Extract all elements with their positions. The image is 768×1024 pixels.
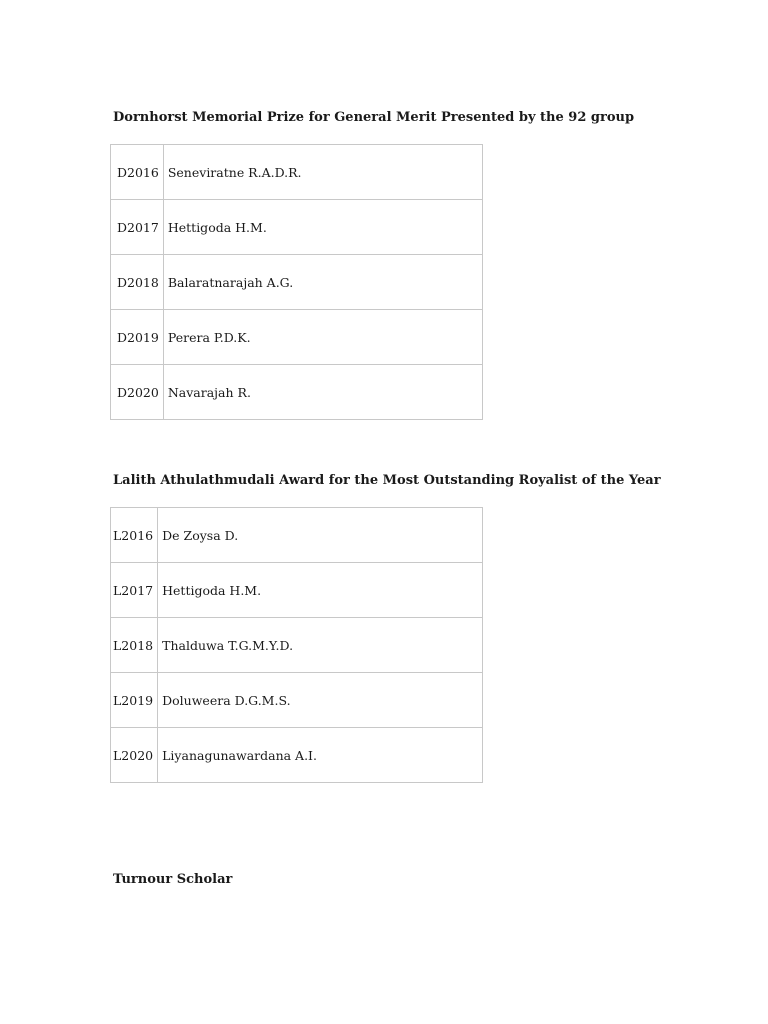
award-code: L2016 (111, 508, 158, 563)
recipient-name: Navarajah R. (163, 365, 482, 420)
award-code: L2017 (111, 563, 158, 618)
award-code: D2019 (111, 310, 164, 365)
award-code: D2016 (111, 145, 164, 200)
recipient-name: De Zoysa D. (158, 508, 483, 563)
dornhorst-prize-heading: Dornhorst Memorial Prize for General Merit Presented by the 92 group (113, 110, 635, 125)
table-row (111, 310, 483, 365)
recipient-name: Seneviratne R.A.D.R. (163, 145, 482, 200)
lalith-award-heading: Lalith Athulathmudali Award for the Most Outstanding Royalist of the Year (113, 473, 661, 488)
lalith-award-table (110, 507, 483, 783)
recipient-name: Hettigoda H.M. (163, 200, 482, 255)
recipient-name: Balaratnarajah A.G. (163, 255, 482, 310)
award-code: D2018 (111, 255, 164, 310)
dornhorst-prize-table (110, 144, 483, 420)
recipient-name: Perera P.D.K. (163, 310, 482, 365)
table-row (111, 145, 483, 200)
table-row (111, 563, 483, 618)
recipient-name: Hettigoda H.M. (158, 563, 483, 618)
award-code: L2018 (111, 618, 158, 673)
table-row (111, 673, 483, 728)
award-code: L2020 (111, 728, 158, 783)
recipient-name: Liyanagunawardana A.I. (158, 728, 483, 783)
award-code: D2017 (111, 200, 164, 255)
table-row (111, 618, 483, 673)
table-row (111, 255, 483, 310)
award-code: D2020 (111, 365, 164, 420)
recipient-name: Thalduwa T.G.M.Y.D. (158, 618, 483, 673)
table-row (111, 728, 483, 783)
recipient-name: Doluweera D.G.M.S. (158, 673, 483, 728)
table-row (111, 200, 483, 255)
turnour-scholar-heading: Turnour Scholar (113, 872, 233, 887)
award-code: L2019 (111, 673, 158, 728)
table-row (111, 508, 483, 563)
table-row (111, 365, 483, 420)
